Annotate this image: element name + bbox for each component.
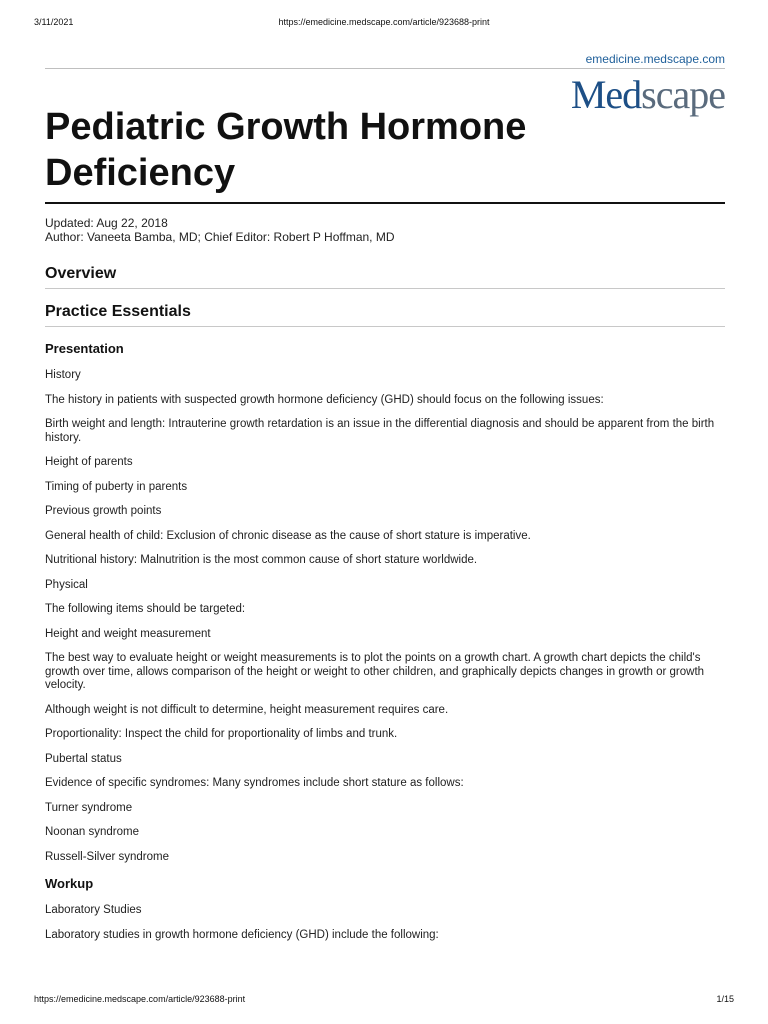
practice-essentials-heading: Practice Essentials [45, 303, 725, 327]
paragraph: The history in patients with suspected growth hormone deficiency (GHD) should focus on the following issues: [45, 393, 604, 406]
paragraph: History [45, 369, 81, 381]
paragraph: Nutritional history: Malnutrition is the most common cause of short stature worldwide. [45, 554, 478, 566]
paragraph: Proportionality: Inspect the child for proportionality of limbs and trunk. [45, 728, 398, 740]
author-line: Author: Vaneeta Bamba, MD; Chief Editor: Robert P Hoffman, MD [45, 230, 395, 244]
paragraph: Laboratory studies in growth hormone deficiency (GHD) include the following: [45, 928, 439, 941]
paragraph: Laboratory Studies [45, 904, 142, 916]
paragraph: Russell-Silver syndrome [45, 850, 169, 863]
paragraph: The following items should be targeted: [45, 603, 246, 615]
article-meta [45, 216, 725, 244]
paragraph: General health of child: Exclusion of chronic disease as the cause of short stature is imperative. [45, 529, 531, 542]
print-url: https://emedicine.medscape.com/article/923688-print [278, 17, 490, 27]
paragraph: The best way to evaluate height or weight measurements is to plot the points on a growth chart. A growth chart depicts the child's growth over time, allows comparison of the height or weight to other children, and graphically depicts changes in growth or growth velocity. [45, 652, 705, 691]
header-divider [45, 68, 725, 69]
paragraph: Evidence of specific syndromes: Many syndromes include short stature as follows: [45, 777, 464, 789]
paragraph: Physical [45, 578, 88, 591]
print-date: 3/11/2021 [34, 17, 74, 27]
page-number: 1/15 [716, 994, 734, 1004]
logo-part-scape: scape [641, 72, 725, 117]
workup-paragraphs [45, 904, 725, 942]
footer-url: https://emedicine.medscape.com/article/923688-print [34, 994, 246, 1004]
paragraph: Previous growth points [45, 505, 162, 517]
overview-heading: Overview [45, 265, 725, 289]
article-title: Pediatric Growth Hormone Deficiency [45, 106, 527, 194]
print-footer [34, 994, 734, 1008]
paragraph: Pubertal status [45, 752, 122, 765]
presentation-heading: Presentation [45, 341, 124, 356]
article-content [45, 104, 725, 953]
title-divider [45, 202, 725, 204]
site-link[interactable]: emedicine.medscape.com [585, 52, 725, 66]
paragraph: Turner syndrome [45, 801, 133, 814]
paragraph: Timing of puberty in parents [45, 480, 188, 493]
print-header [34, 17, 734, 31]
updated-date: Updated: Aug 22, 2018 [45, 216, 168, 230]
paragraph: Birth weight and length: Intrauterine growth retardation is an issue in the differential diagnosis and should be apparent from the birth history. [45, 418, 715, 444]
paragraph: Although weight is not difficult to determine, height measurement requires care. [45, 703, 449, 716]
workup-heading: Workup [45, 876, 94, 891]
paragraph: Noonan syndrome [45, 826, 139, 838]
presentation-paragraphs [45, 369, 725, 864]
paragraph: Height and weight measurement [45, 627, 211, 640]
paragraph: Height of parents [45, 456, 133, 468]
logo-part-med: Med [570, 72, 642, 117]
